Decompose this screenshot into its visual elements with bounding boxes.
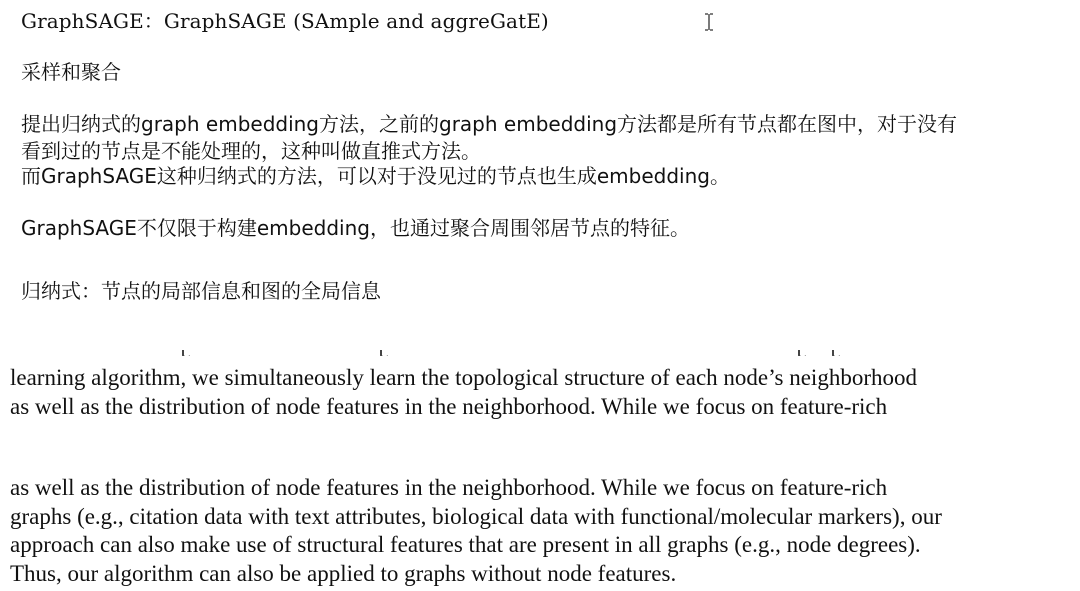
paper-line: Thus, our algorithm can also be applied to graphs without node features. bbox=[10, 560, 677, 586]
paper-line: approach can also make use of structural features that are present in all graphs (e.g., node degrees). bbox=[10, 532, 921, 557]
paper-line: as well as the distribution of node features in the neighborhood. While we focus on feature-rich bbox=[10, 475, 888, 500]
cropped-text-remnant bbox=[10, 345, 1075, 356]
paper-line: learning algorithm, we simultaneously learn the topological structure of each node’s neighborhood bbox=[10, 365, 917, 390]
text-cursor-icon bbox=[704, 13, 714, 31]
note-line-definition: 归纳式：节点的局部信息和图的全局信息 bbox=[21, 279, 381, 303]
note-line-aggregation: GraphSAGE不仅限于构建embedding，也通过聚合周围邻居节点的特征。 bbox=[21, 216, 690, 240]
paper-excerpt-1 bbox=[10, 364, 1075, 421]
note-area[interactable] bbox=[21, 0, 1061, 340]
note-line-inductive-3: 而GraphSAGE这种归纳式的方法，可以对于没见过的节点也生成embedding。 bbox=[21, 164, 730, 188]
paper-line: as well as the distribution of node features in the neighborhood. While we focus on feature-rich bbox=[10, 393, 888, 419]
note-line-inductive-1: 提出归纳式的graph embedding方法，之前的graph embedding方法都是所有节点都在图中，对于没有 bbox=[21, 112, 958, 136]
paper-line: graphs (e.g., citation data with text attributes, biological data with functional/molecular markers), our bbox=[10, 503, 942, 529]
note-line-sampling: 采样和聚合 bbox=[21, 60, 121, 84]
paper-excerpt-2 bbox=[10, 474, 1075, 588]
note-line-inductive-2: 看到过的节点是不能处理的，这种叫做直推式方法。 bbox=[21, 139, 481, 163]
note-title: GraphSAGE：GraphSAGE (SAmple and aggreGatE) bbox=[21, 9, 549, 33]
